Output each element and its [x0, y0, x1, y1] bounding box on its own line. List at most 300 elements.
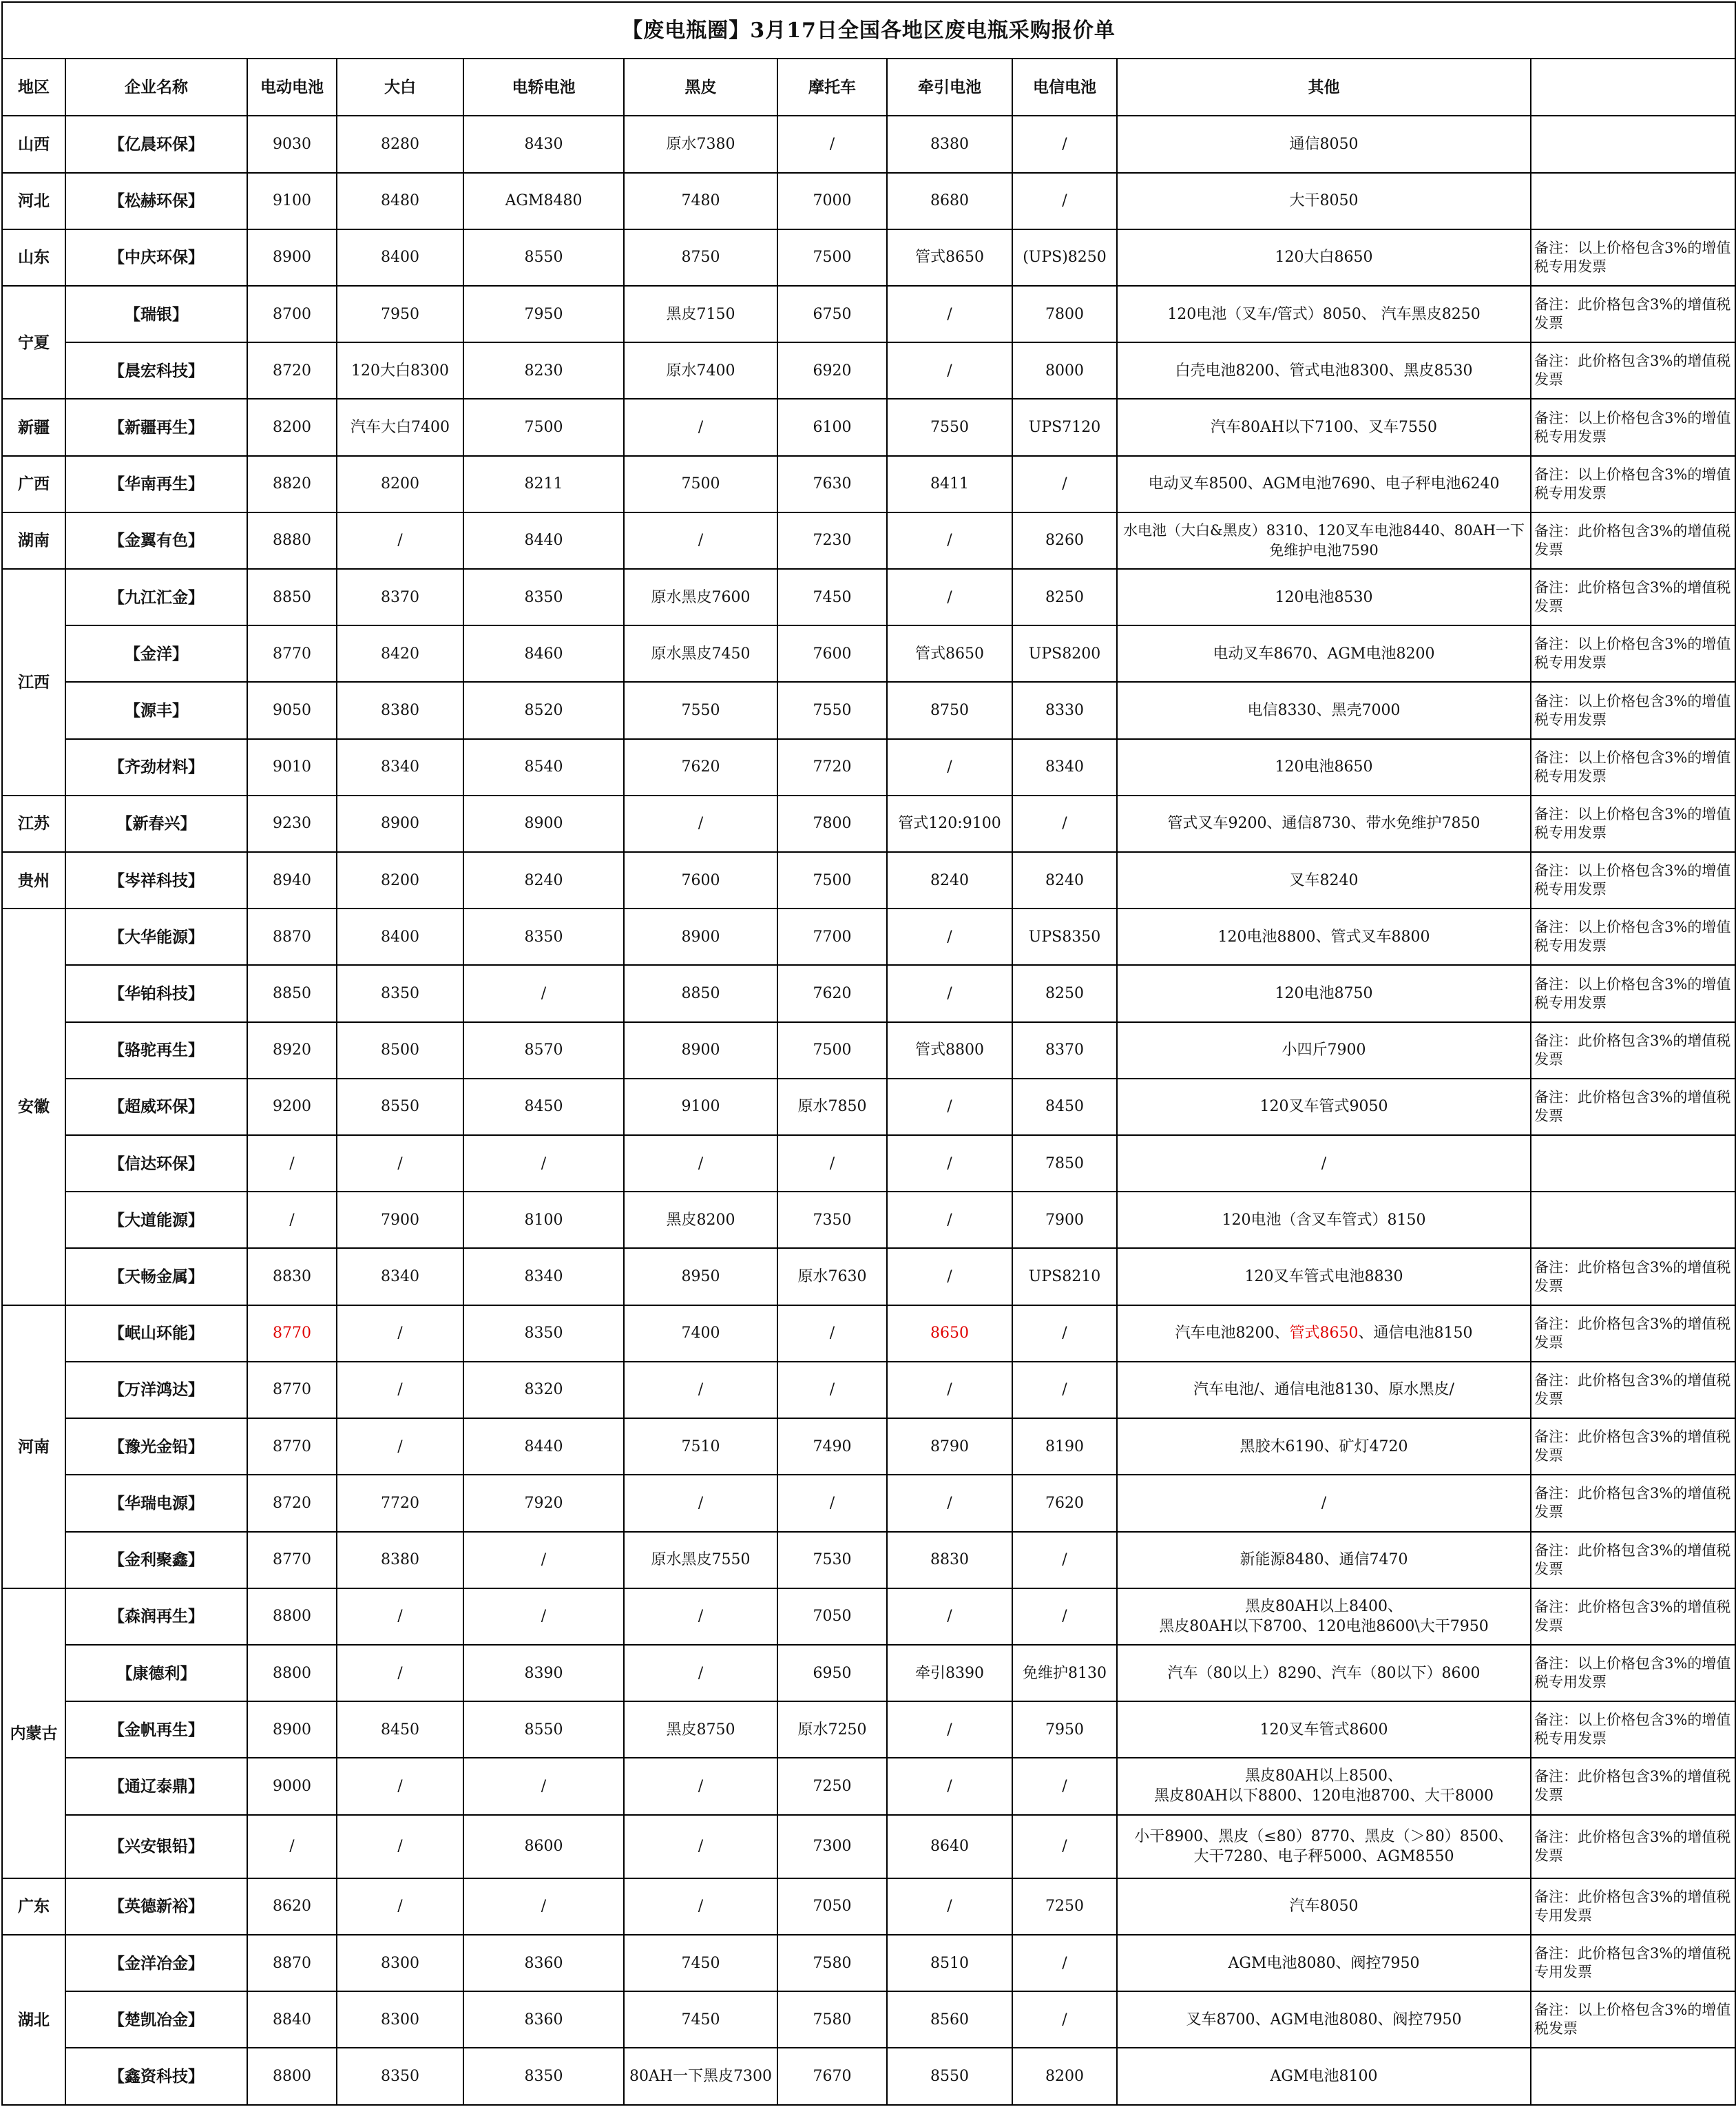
note-cell: 备注：此价格包含3%的增值税发票: [1531, 1022, 1735, 1079]
company-cell: 【亿晨环保】: [65, 116, 247, 172]
other-cell: 120电池8800、管式叉车8800: [1117, 909, 1531, 965]
region-cell: 河北: [2, 173, 65, 229]
region-cell: 山西: [2, 116, 65, 172]
note-cell: 备注：此价格包含3%的增值税发票: [1531, 569, 1735, 625]
electric-battery-cell: 8770: [247, 1362, 337, 1418]
company-cell: 【晨宏科技】: [65, 342, 247, 399]
company-cell: 【金帆再生】: [65, 1701, 247, 1758]
company-cell: 【中庆环保】: [65, 229, 247, 286]
note-cell: 备注：此价格包含3%的增值税发票: [1531, 1532, 1735, 1588]
other-line-1: 小干8900、黑皮（≤80）8770、黑皮（＞80）8500、: [1134, 1827, 1514, 1845]
note-cell: 备注：此价格包含3%的增值税专用发票: [1531, 1878, 1735, 1935]
telecom-battery-cell: UPS8350: [1012, 909, 1117, 965]
heipi-cell: 7400: [624, 1305, 777, 1362]
traction-battery-cell: 8560: [887, 1991, 1012, 2048]
dabai-cell: 8420: [337, 625, 463, 682]
electric-battery-cell: /: [247, 1135, 337, 1192]
other-cell: 120电池8530: [1117, 569, 1531, 625]
heipi-cell: 7450: [624, 1991, 777, 2048]
heipi-cell: 7450: [624, 1935, 777, 1991]
other-cell: 水电池（大白&黑皮）8310、120叉车电池8440、80AH一下免维护电池7590: [1117, 512, 1531, 569]
telecom-battery-cell: /: [1012, 1991, 1117, 2048]
note-cell: 备注：此价格包含3%的增值税发票: [1531, 1362, 1735, 1418]
company-cell: 【岑祥科技】: [65, 852, 247, 909]
other-cell: 管式叉车9200、通信8730、带水免维护7850: [1117, 796, 1531, 852]
telecom-battery-cell: /: [1012, 1588, 1117, 1645]
heipi-cell: /: [624, 796, 777, 852]
note-cell: [1531, 116, 1735, 172]
dabai-cell: 汽车大白7400: [337, 399, 463, 455]
dabai-cell: 8480: [337, 173, 463, 229]
motorcycle-cell: /: [777, 1362, 887, 1418]
region-cell: 内蒙古: [2, 1588, 65, 1878]
heipi-cell: 黑皮7150: [624, 286, 777, 342]
heipi-cell: 原水黑皮7600: [624, 569, 777, 625]
note-cell: 备注：此价格包含3%的增值税发票: [1531, 286, 1735, 342]
company-cell: 【骆驼再生】: [65, 1022, 247, 1079]
note-cell: 备注：此价格包含3%的增值税发票: [1531, 1758, 1735, 1814]
traction-battery-cell: 管式8650: [887, 229, 1012, 286]
telecom-battery-cell: 7900: [1012, 1192, 1117, 1248]
dabai-cell: 8500: [337, 1022, 463, 1079]
telecom-battery-cell: UPS8210: [1012, 1248, 1117, 1305]
note-cell: 备注：此价格包含3%的增值税专用发票: [1531, 1935, 1735, 1991]
electric-battery-cell: 9030: [247, 116, 337, 172]
car-battery-cell: 8540: [463, 739, 624, 796]
telecom-battery-cell: 8000: [1012, 342, 1117, 399]
note-cell: 备注：以上价格包含3%的增值税专用发票: [1531, 796, 1735, 852]
traction-battery-cell: 8550: [887, 2048, 1012, 2105]
dabai-cell: /: [337, 1135, 463, 1192]
region-cell: 江西: [2, 569, 65, 796]
car-battery-cell: 7920: [463, 1475, 624, 1531]
motorcycle-cell: 7600: [777, 625, 887, 682]
table-row: [2, 1991, 1735, 2048]
traction-battery-cell: /: [887, 512, 1012, 569]
motorcycle-cell: 7230: [777, 512, 887, 569]
traction-battery-cell: 8640: [887, 1815, 1012, 1878]
car-battery-cell: 8450: [463, 1079, 624, 1135]
heipi-cell: /: [624, 1588, 777, 1645]
note-cell: 备注：以上价格包含3%的增值税发票: [1531, 1991, 1735, 2048]
telecom-battery-cell: /: [1012, 456, 1117, 512]
motorcycle-cell: 原水7850: [777, 1079, 887, 1135]
electric-battery-cell: 8620: [247, 1878, 337, 1935]
company-cell: 【豫光金铅】: [65, 1418, 247, 1475]
table-row: [2, 1645, 1735, 1701]
company-cell: 【鑫资科技】: [65, 2048, 247, 2105]
telecom-battery-cell: UPS8200: [1012, 625, 1117, 682]
car-battery-cell: 7950: [463, 286, 624, 342]
dabai-cell: 7720: [337, 1475, 463, 1531]
header-car-battery: 电轿电池: [463, 59, 624, 116]
dabai-cell: 8200: [337, 852, 463, 909]
header-note: [1531, 59, 1735, 116]
motorcycle-cell: 6750: [777, 286, 887, 342]
table-row: [2, 399, 1735, 455]
heipi-cell: 原水7380: [624, 116, 777, 172]
heipi-cell: 黑皮8750: [624, 1701, 777, 1758]
motorcycle-cell: 原水7250: [777, 1701, 887, 1758]
header-dabai: 大白: [337, 59, 463, 116]
company-cell: 【新疆再生】: [65, 399, 247, 455]
other-line-1: 黑皮80AH以上8500、: [1244, 1767, 1403, 1785]
electric-battery-cell: 8920: [247, 1022, 337, 1079]
traction-battery-cell: 管式8650: [887, 625, 1012, 682]
header-heipi: 黑皮: [624, 59, 777, 116]
heipi-cell: /: [624, 1645, 777, 1701]
heipi-cell: 原水黑皮7450: [624, 625, 777, 682]
car-battery-cell: 8320: [463, 1362, 624, 1418]
traction-battery-cell: 7550: [887, 399, 1012, 455]
dabai-cell: /: [337, 1878, 463, 1935]
heipi-cell: 8850: [624, 965, 777, 1021]
table-row: [2, 1248, 1735, 1305]
company-cell: 【康德利】: [65, 1645, 247, 1701]
telecom-battery-cell: 8190: [1012, 1418, 1117, 1475]
company-cell: 【兴安银铅】: [65, 1815, 247, 1878]
telecom-battery-cell: /: [1012, 1532, 1117, 1588]
heipi-cell: /: [624, 1878, 777, 1935]
electric-battery-cell: 8850: [247, 569, 337, 625]
car-battery-cell: 8240: [463, 852, 624, 909]
telecom-battery-cell: 7250: [1012, 1878, 1117, 1935]
heipi-cell: 黑皮8200: [624, 1192, 777, 1248]
heipi-cell: 原水7400: [624, 342, 777, 399]
traction-battery-cell: /: [887, 1878, 1012, 1935]
electric-battery-cell: 9010: [247, 739, 337, 796]
heipi-cell: 8900: [624, 909, 777, 965]
note-cell: 备注：以上价格包含3%的增值税专用发票: [1531, 852, 1735, 909]
region-cell: 宁夏: [2, 286, 65, 399]
electric-battery-cell: 8840: [247, 1991, 337, 2048]
car-battery-cell: 8340: [463, 1248, 624, 1305]
region-cell: 广东: [2, 1878, 65, 1935]
traction-battery-cell: 8240: [887, 852, 1012, 909]
heipi-cell: 8950: [624, 1248, 777, 1305]
other-cell: /: [1117, 1135, 1531, 1192]
table-row: [2, 739, 1735, 796]
motorcycle-cell: 7300: [777, 1815, 887, 1878]
electric-battery-cell: 8820: [247, 456, 337, 512]
car-battery-cell: 8550: [463, 1701, 624, 1758]
header-other: 其他: [1117, 59, 1531, 116]
table-row: [2, 1418, 1735, 1475]
car-battery-cell: 8350: [463, 2048, 624, 2105]
traction-battery-cell: /: [887, 1362, 1012, 1418]
telecom-battery-cell: 8340: [1012, 739, 1117, 796]
motorcycle-cell: /: [777, 1475, 887, 1531]
company-cell: 【金利聚鑫】: [65, 1532, 247, 1588]
other-cell: 叉车8240: [1117, 852, 1531, 909]
table-row: [2, 1079, 1735, 1135]
table-row: [2, 342, 1735, 399]
table-row: [2, 909, 1735, 965]
heipi-cell: /: [624, 1758, 777, 1814]
electric-battery-cell: 8700: [247, 286, 337, 342]
dabai-cell: 8200: [337, 456, 463, 512]
table-row: [2, 1022, 1735, 1079]
dabai-cell: 8340: [337, 739, 463, 796]
other-line-2: 大干7280、电子秤5000、AGM8550: [1193, 1847, 1454, 1865]
table-row: [2, 1305, 1735, 1362]
table-row: [2, 1192, 1735, 1248]
company-cell: 【松赫环保】: [65, 173, 247, 229]
other-cell: 白壳电池8200、管式电池8300、黑皮8530: [1117, 342, 1531, 399]
region-cell: 广西: [2, 456, 65, 512]
other-cell: 汽车80AH以下7100、叉车7550: [1117, 399, 1531, 455]
note-cell: 备注：此价格包含3%的增值税发票: [1531, 1248, 1735, 1305]
header-region: 地区: [2, 59, 65, 116]
note-cell: 备注：此价格包含3%的增值税发票: [1531, 1815, 1735, 1878]
motorcycle-cell: 7450: [777, 569, 887, 625]
traction-battery-cell: 8750: [887, 682, 1012, 738]
price-table: [1, 1, 1736, 2106]
dabai-cell: 8550: [337, 1079, 463, 1135]
motorcycle-cell: 7720: [777, 739, 887, 796]
telecom-battery-cell: 8330: [1012, 682, 1117, 738]
header-motorcycle: 摩托车: [777, 59, 887, 116]
car-battery-cell: 8350: [463, 909, 624, 965]
page-title: 【废电瓶圈】3月17日全国各地区废电瓶采购报价单: [2, 2, 1735, 59]
company-cell: 【华铂科技】: [65, 965, 247, 1021]
motorcycle-cell: 7550: [777, 682, 887, 738]
motorcycle-cell: /: [777, 1135, 887, 1192]
dabai-cell: 8280: [337, 116, 463, 172]
traction-battery-cell: 8510: [887, 1935, 1012, 1991]
motorcycle-cell: 7670: [777, 2048, 887, 2105]
other-cell: AGM电池8100: [1117, 2048, 1531, 2105]
table-row: [2, 1475, 1735, 1531]
table-row: [2, 512, 1735, 569]
car-battery-cell: 8440: [463, 512, 624, 569]
dabai-cell: 8380: [337, 1532, 463, 1588]
car-battery-cell: /: [463, 1532, 624, 1588]
car-battery-cell: 7500: [463, 399, 624, 455]
telecom-battery-cell: 8260: [1012, 512, 1117, 569]
note-cell: 备注：此价格包含3%的增值税发票: [1531, 1588, 1735, 1645]
telecom-battery-cell: 8450: [1012, 1079, 1117, 1135]
dabai-cell: 8380: [337, 682, 463, 738]
other-cell: 120叉车管式9050: [1117, 1079, 1531, 1135]
heipi-cell: 原水黑皮7550: [624, 1532, 777, 1588]
region-cell: 贵州: [2, 852, 65, 909]
electric-battery-cell: 8880: [247, 512, 337, 569]
company-cell: 【森润再生】: [65, 1588, 247, 1645]
dabai-cell: 8350: [337, 965, 463, 1021]
electric-battery-cell: /: [247, 1192, 337, 1248]
note-cell: 备注：以上价格包含3%的增值税专用发票: [1531, 909, 1735, 965]
company-cell: 【超威环保】: [65, 1079, 247, 1135]
company-cell: 【金洋】: [65, 625, 247, 682]
motorcycle-cell: 7500: [777, 852, 887, 909]
other-line-2: 黑皮80AH以下8700、120电池8600\大干7950: [1159, 1617, 1489, 1635]
note-cell: 备注：此价格包含3%的增值税发票: [1531, 1418, 1735, 1475]
other-cell: [1117, 1305, 1531, 1362]
note-cell: 备注：此价格包含3%的增值税发票: [1531, 1079, 1735, 1135]
traction-battery-cell: 8411: [887, 456, 1012, 512]
other-cell: 汽车电池/、通信电池8130、原水黑皮/: [1117, 1362, 1531, 1418]
table-row: [2, 1532, 1735, 1588]
motorcycle-cell: /: [777, 116, 887, 172]
table-row: [2, 852, 1735, 909]
price-rows: [2, 116, 1735, 2105]
other-cell: 120叉车管式8600: [1117, 1701, 1531, 1758]
motorcycle-cell: 7800: [777, 796, 887, 852]
table-row: [2, 2048, 1735, 2105]
electric-battery-cell: 8850: [247, 965, 337, 1021]
other-cell: 电信8330、黑壳7000: [1117, 682, 1531, 738]
company-cell: 【华瑞电源】: [65, 1475, 247, 1531]
other-cell: 大干8050: [1117, 173, 1531, 229]
motorcycle-cell: 7500: [777, 229, 887, 286]
dabai-cell: 7950: [337, 286, 463, 342]
traction-battery-cell: /: [887, 965, 1012, 1021]
electric-battery-cell: 8870: [247, 909, 337, 965]
dabai-cell: /: [337, 1758, 463, 1814]
motorcycle-cell: 7630: [777, 456, 887, 512]
note-cell: 备注：以上价格包含3%的增值税专用发票: [1531, 399, 1735, 455]
traction-battery-cell: /: [887, 1475, 1012, 1531]
electric-battery-cell: 8800: [247, 1645, 337, 1701]
table-row: [2, 116, 1735, 172]
telecom-battery-cell: 7850: [1012, 1135, 1117, 1192]
telecom-battery-cell: /: [1012, 1305, 1117, 1362]
other-cell: 120电池（叉车/管式）8050、 汽车黑皮8250: [1117, 286, 1531, 342]
traction-battery-cell: /: [887, 739, 1012, 796]
car-battery-cell: 8390: [463, 1645, 624, 1701]
car-battery-cell: 8900: [463, 796, 624, 852]
dabai-cell: /: [337, 1362, 463, 1418]
motorcycle-cell: 7000: [777, 173, 887, 229]
other-cell: 黑胶木6190、矿灯4720: [1117, 1418, 1531, 1475]
other-cell: 120电池（含叉车管式）8150: [1117, 1192, 1531, 1248]
motorcycle-cell: 6920: [777, 342, 887, 399]
car-battery-cell: 8350: [463, 569, 624, 625]
dabai-cell: 7900: [337, 1192, 463, 1248]
dabai-cell: 8370: [337, 569, 463, 625]
heipi-cell: /: [624, 1135, 777, 1192]
other-cell: [1117, 1758, 1531, 1814]
traction-battery-cell: /: [887, 286, 1012, 342]
traction-battery-cell: /: [887, 909, 1012, 965]
telecom-battery-cell: /: [1012, 1758, 1117, 1814]
company-cell: 【源丰】: [65, 682, 247, 738]
electric-battery-cell: 9000: [247, 1758, 337, 1814]
car-battery-cell: AGM8480: [463, 173, 624, 229]
car-battery-cell: 8360: [463, 1991, 624, 2048]
header-traction-battery: 牵引电池: [887, 59, 1012, 116]
car-battery-cell: 8230: [463, 342, 624, 399]
company-cell: 【岷山环能】: [65, 1305, 247, 1362]
heipi-cell: 80AH一下黑皮7300: [624, 2048, 777, 2105]
header-company: 企业名称: [65, 59, 247, 116]
traction-battery-cell: /: [887, 1758, 1012, 1814]
other-cell: 汽车（80以上）8290、汽车（80以下）8600: [1117, 1645, 1531, 1701]
table-row: [2, 173, 1735, 229]
other-cell: [1117, 1588, 1531, 1645]
other-cell: 通信8050: [1117, 116, 1531, 172]
company-cell: 【金洋冶金】: [65, 1935, 247, 1991]
traction-battery-cell: 8650: [887, 1305, 1012, 1362]
heipi-cell: 7550: [624, 682, 777, 738]
car-battery-cell: 8600: [463, 1815, 624, 1878]
other-line-1: 黑皮80AH以上8400、: [1244, 1597, 1403, 1615]
traction-battery-cell: /: [887, 1248, 1012, 1305]
car-battery-cell: /: [463, 1878, 624, 1935]
traction-battery-cell: /: [887, 569, 1012, 625]
note-cell: [1531, 1135, 1735, 1192]
motorcycle-cell: 原水7630: [777, 1248, 887, 1305]
motorcycle-cell: /: [777, 1305, 887, 1362]
car-battery-cell: 8550: [463, 229, 624, 286]
dabai-cell: 8300: [337, 1991, 463, 2048]
traction-battery-cell: /: [887, 1588, 1012, 1645]
electric-battery-cell: 8770: [247, 1418, 337, 1475]
dabai-cell: 8400: [337, 909, 463, 965]
note-cell: 备注：以上价格包含3%的增值税专用发票: [1531, 1701, 1735, 1758]
header-telecom-battery: 电信电池: [1012, 59, 1117, 116]
motorcycle-cell: 7050: [777, 1878, 887, 1935]
heipi-cell: /: [624, 1475, 777, 1531]
electric-battery-cell: 8830: [247, 1248, 337, 1305]
other-cell: 120大白8650: [1117, 229, 1531, 286]
telecom-battery-cell: /: [1012, 173, 1117, 229]
table-row: [2, 456, 1735, 512]
company-cell: 【英德新裕】: [65, 1878, 247, 1935]
table-row: [2, 625, 1735, 682]
motorcycle-cell: 7050: [777, 1588, 887, 1645]
other-cell: 叉车8700、AGM电池8080、阀控7950: [1117, 1991, 1531, 2048]
dabai-cell: 8400: [337, 229, 463, 286]
header-electric-battery: 电动电池: [247, 59, 337, 116]
car-battery-cell: /: [463, 1135, 624, 1192]
region-cell: 湖北: [2, 1935, 65, 2105]
heipi-cell: 7510: [624, 1418, 777, 1475]
other-cell: 小四斤7900: [1117, 1022, 1531, 1079]
traction-battery-cell: 8680: [887, 173, 1012, 229]
note-cell: 备注：此价格包含3%的增值税发票: [1531, 342, 1735, 399]
company-cell: 【九江汇金】: [65, 569, 247, 625]
electric-battery-cell: 8800: [247, 1588, 337, 1645]
electric-battery-cell: 8720: [247, 1475, 337, 1531]
dabai-cell: /: [337, 1418, 463, 1475]
region-cell: 河南: [2, 1305, 65, 1588]
electric-battery-cell: 9200: [247, 1079, 337, 1135]
region-cell: 湖南: [2, 512, 65, 569]
motorcycle-cell: 7490: [777, 1418, 887, 1475]
telecom-battery-cell: 8240: [1012, 852, 1117, 909]
other-cell: [1117, 1815, 1531, 1878]
electric-battery-cell: 9230: [247, 796, 337, 852]
other-cell: 新能源8480、通信7470: [1117, 1532, 1531, 1588]
electric-battery-cell: 8720: [247, 342, 337, 399]
company-cell: 【金翼有色】: [65, 512, 247, 569]
dabai-cell: 120大白8300: [337, 342, 463, 399]
telecom-battery-cell: 8250: [1012, 569, 1117, 625]
note-cell: 备注：以上价格包含3%的增值税专用发票: [1531, 739, 1735, 796]
traction-battery-cell: 牵引8390: [887, 1645, 1012, 1701]
heipi-cell: 7600: [624, 852, 777, 909]
dabai-cell: 8350: [337, 2048, 463, 2105]
dabai-cell: /: [337, 1588, 463, 1645]
note-cell: 备注：以上价格包含3%的增值税专用发票: [1531, 625, 1735, 682]
telecom-battery-cell: 免维护8130: [1012, 1645, 1117, 1701]
table-row: [2, 229, 1735, 286]
table-row: [2, 1935, 1735, 1991]
car-battery-cell: 8360: [463, 1935, 624, 1991]
car-battery-cell: 8520: [463, 682, 624, 738]
